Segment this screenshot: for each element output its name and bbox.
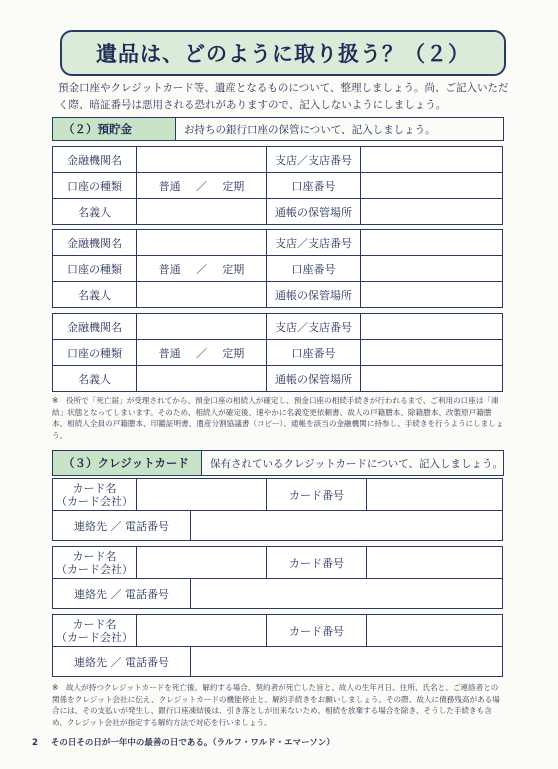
type-separator: ／ [195,179,207,193]
branch-label: 支店／支店番号 [267,314,361,340]
bank-section-header [52,117,504,141]
card-name-label: カード名 （カード会社） [53,547,137,579]
type-fixed[interactable]: 定期 [222,346,245,360]
passbook-field[interactable] [361,199,503,225]
passbook-label: 通帳の保管場所 [267,199,361,225]
card-name-field[interactable] [137,479,267,511]
page-number: 2 [32,738,38,748]
holder-label: 名義人 [53,199,137,225]
card-table-3 [52,614,503,677]
bank-section-desc: お持ちの銀行口座の保管について、記入しましょう。 [184,123,436,136]
institution-field[interactable] [137,147,267,173]
account-type-options[interactable] [137,256,267,282]
account-type-label: 口座の種類 [53,256,137,282]
contact-label: 連絡先 ／ 電話番号 [53,579,191,609]
card-name-label: カード名 （カード会社） [53,479,137,511]
holder-field[interactable] [137,282,267,308]
account-number-field[interactable] [361,173,503,199]
card-name-field[interactable] [137,547,267,579]
contact-field[interactable] [191,511,503,541]
contact-field[interactable] [191,647,503,677]
bank-table-2 [52,229,503,308]
holder-label: 名義人 [53,282,137,308]
intro-text: 預金口座やクレジットカード等、遺産となるものについて、整理しましょう。尚、ご記入いただく際、暗証番号は悪用される恐れがありますので、記入しないようにしましょう。 [58,82,509,111]
card-section-desc: 保有されているクレジットカードについて、記入しましょう。 [210,457,504,470]
account-number-label: 口座番号 [267,340,361,366]
card-section-header [52,450,504,476]
account-type-options[interactable] [137,173,267,199]
account-number-label: 口座番号 [267,256,361,282]
account-type-label: 口座の種類 [53,340,137,366]
type-normal[interactable]: 普通 [158,346,181,360]
branch-field[interactable] [361,230,503,256]
contact-field[interactable] [191,579,503,609]
institution-label: 金融機関名 [53,147,137,173]
footer-quote: その日その日が一年中の最善の日である。（ラルフ・ワルド・エマーソン） [50,738,335,748]
card-number-field[interactable] [367,547,503,579]
account-number-label: 口座番号 [267,173,361,199]
passbook-label: 通帳の保管場所 [267,282,361,308]
page-title: 遺品は、どのように取り扱う？（２） [96,42,470,66]
bank-note: ※ 役所で「死亡届」が受理されてから、預金口座の相続人が確定し、預金口座の相続手続きが行われるまで、ご利用の口座は「凍結」状態となってしまいます。そのため、相続人が確定後、速やかに名義変更依頼書、故人の戸籍謄本、除籍謄本、改製原戸籍謄本、相続人全員の戸籍謄本、印鑑証明書、遺産分割協議書（コピー）、通帳を該当の金融機関に持参し、手続きを行うようにしましょう。 [52,396,504,440]
holder-label: 名義人 [53,366,137,392]
type-fixed[interactable]: 定期 [222,262,245,276]
footer [32,736,335,748]
type-fixed[interactable]: 定期 [222,179,245,193]
card-number-label: カード番号 [267,615,367,647]
type-normal[interactable]: 普通 [158,179,181,193]
account-number-field[interactable] [361,256,503,282]
passbook-field[interactable] [361,366,503,392]
card-number-field[interactable] [367,479,503,511]
branch-field[interactable] [361,314,503,340]
type-separator: ／ [195,346,207,360]
holder-field[interactable] [137,199,267,225]
contact-label: 連絡先 ／ 電話番号 [53,647,191,677]
branch-label: 支店／支店番号 [267,147,361,173]
card-name-field[interactable] [137,615,267,647]
card-table-1 [52,478,503,541]
type-normal[interactable]: 普通 [158,262,181,276]
passbook-field[interactable] [361,282,503,308]
institution-field[interactable] [137,314,267,340]
holder-field[interactable] [137,366,267,392]
institution-field[interactable] [137,230,267,256]
passbook-label: 通帳の保管場所 [267,366,361,392]
card-note: ※ 故人が持つクレジットカードを死亡後、解約する場合、契約者が死亡した旨と、故人の生年月日、住所、氏名と、ご連絡者との関係をクレジット会社に伝え、クレジットカードの機能停止と、解約手続きをお願いしましょう。その際、故人に債務残高がある場合には、その支払いが発生し、銀行口座凍結後は、引き落としが出来ないため、相続を放棄する場合を除き、そうした手続きも含め、クレジット会社が指定する解約方法で対応を行いましょう。 [52,683,500,727]
type-separator: ／ [195,262,207,276]
account-type-options[interactable] [137,340,267,366]
institution-label: 金融機関名 [53,314,137,340]
card-name-label: カード名 （カード会社） [53,615,137,647]
bank-table-3 [52,313,503,392]
bank-section-label: （２）預貯金 [53,118,176,140]
account-number-field[interactable] [361,340,503,366]
card-number-label: カード番号 [267,547,367,579]
institution-label: 金融機関名 [53,230,137,256]
contact-label: 連絡先 ／ 電話番号 [53,511,191,541]
title-box [60,30,506,76]
card-number-field[interactable] [367,615,503,647]
card-number-label: カード番号 [267,479,367,511]
card-section-label: （３）クレジットカード [53,451,202,475]
branch-field[interactable] [361,147,503,173]
account-type-label: 口座の種類 [53,173,137,199]
branch-label: 支店／支店番号 [267,230,361,256]
bank-table-1 [52,146,503,225]
card-table-2 [52,546,503,609]
